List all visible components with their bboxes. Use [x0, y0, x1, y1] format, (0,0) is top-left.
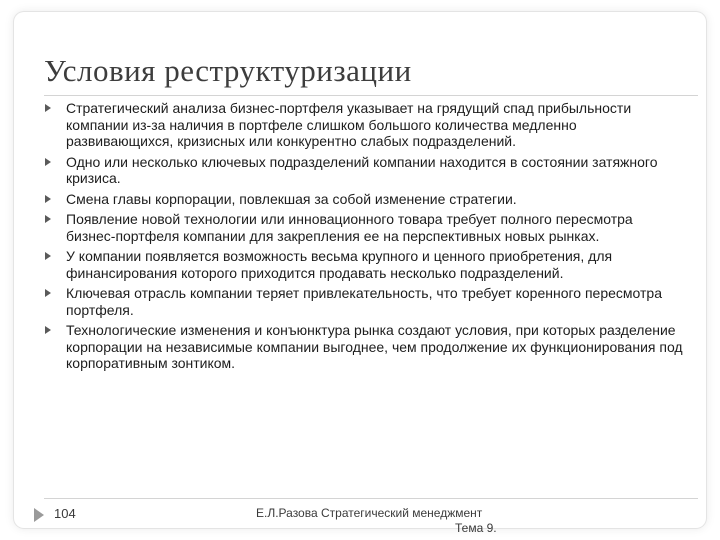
list-item — [44, 154, 684, 187]
bullet-text: Одно или несколько ключевых подразделений компании находится в состоянии затяжного кризиса. — [66, 153, 658, 186]
triangle-bullet-icon — [45, 195, 51, 203]
list-item — [44, 211, 684, 244]
triangle-bullet-icon — [45, 252, 51, 260]
triangle-bullet-icon — [45, 326, 51, 334]
list-item — [44, 191, 684, 208]
arrow-right-icon — [34, 508, 44, 522]
triangle-bullet-icon — [45, 215, 51, 223]
list-item — [44, 285, 684, 318]
title-divider — [44, 95, 698, 96]
triangle-bullet-icon — [45, 289, 51, 297]
bullet-text: Стратегический анализа бизнес-портфеля указывает на грядущий спад прибыльности компании из-за наличия в портфеле слишком большого количества медленно развивающихся, кризисных или конкурентно слабых подразделений. — [66, 100, 632, 149]
footer-topic: Тема 9. — [455, 521, 497, 535]
triangle-bullet-icon — [45, 158, 51, 166]
bullet-text: У компании появляется возможность весьма крупного и ценного приобретения, для финансирования которого приходится продавать несколько подразделений. — [66, 248, 613, 281]
list-item — [44, 248, 684, 281]
list-item — [44, 322, 684, 372]
bullet-text: Технологические изменения и конъюнктура рынка создают условия, при которых разделение корпорации на независимые компании выгоднее, чем продолжение их функционирования под корпоративным зонтиком. — [66, 322, 683, 371]
bullet-text: Ключевая отрасль компании теряет привлекательность, что требует коренного пересмотра портфеля. — [66, 285, 662, 318]
bullet-list — [44, 100, 684, 376]
slide-title: Условия реструктуризации — [44, 53, 412, 88]
bullet-text: Появление новой технологии или инновационного товара требует полного пересмотра бизнес-портфеля компании для закрепления ее на перспективных новых рынках. — [66, 211, 633, 244]
bullet-text: Смена главы корпорации, повлекшая за собой изменение стратегии. — [66, 190, 517, 207]
page-number: 104 — [54, 506, 76, 521]
footer-divider — [44, 498, 698, 499]
triangle-bullet-icon — [45, 104, 51, 112]
list-item — [44, 100, 684, 150]
footer-author: Е.Л.Разова Стратегический менеджмент — [256, 506, 483, 520]
